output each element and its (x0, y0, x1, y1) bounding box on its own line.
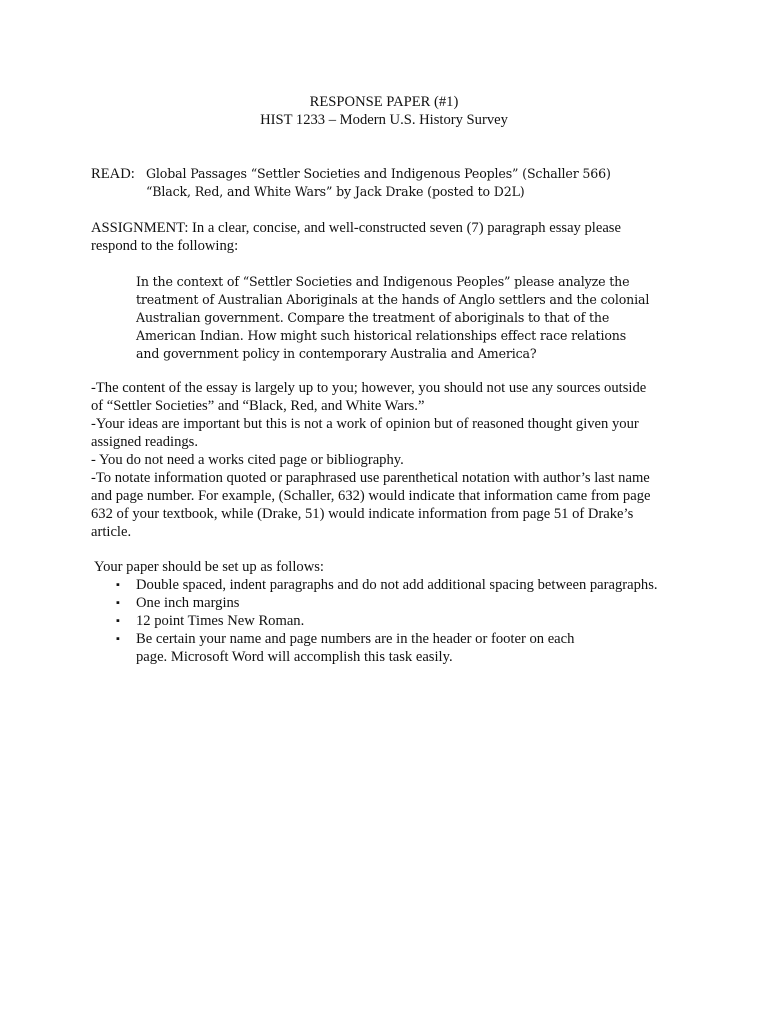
note-line: of “Settler Societies” and “Black, Red, and White Wars.” (91, 398, 425, 414)
prompt-line: American Indian. How might such historical relationships effect race relations (136, 328, 627, 343)
note-line: - You do not need a works cited page or bibliography. (91, 452, 404, 468)
assignment-line-2: respond to the following: (91, 238, 239, 254)
prompt-line: In the context of “Settler Societies and Indigenous Peoples” please analyze the (136, 274, 630, 289)
read-label: READ: (91, 166, 135, 182)
prompt-line: treatment of Australian Aboriginals at the hands of Anglo settlers and the colonial (136, 292, 650, 307)
reading-item-1: Global Passages “Settler Societies and Indigenous Peoples” (Schaller 566) (146, 166, 611, 181)
bullet-icon: ▪ (116, 579, 120, 591)
assignment-line-1: ASSIGNMENT: In a clear, concise, and well-constructed seven (7) paragraph essay please (91, 220, 621, 236)
format-intro: Your paper should be set up as follows: (94, 559, 324, 575)
note-line: and page number. For example, (Schaller, 632) would indicate that information came from page (91, 488, 651, 504)
format-item: Be certain your name and page numbers are in the header or footer on each (136, 631, 575, 647)
bullet-icon: ▪ (116, 633, 120, 645)
format-item-continuation: page. Microsoft Word will accomplish this task easily. (136, 649, 453, 665)
course-title: HIST 1233 – Modern U.S. History Survey (260, 112, 508, 128)
note-line: -The content of the essay is largely up to you; however, you should not use any sources outside (91, 380, 647, 396)
note-line: assigned readings. (91, 434, 198, 450)
bullet-icon: ▪ (116, 597, 120, 609)
bullet-icon: ▪ (116, 615, 120, 627)
note-line: -Your ideas are important but this is not a work of opinion but of reasoned thought given your (91, 416, 639, 432)
document-title: RESPONSE PAPER (#1) (309, 94, 459, 110)
format-item: One inch margins (136, 595, 240, 611)
format-item: 12 point Times New Roman. (136, 613, 305, 629)
note-line: 632 of your textbook, while (Drake, 51) would indicate information from page 51 of Drake’s (91, 506, 634, 522)
note-line: -To notate information quoted or paraphrased use parenthetical notation with author’s last name (91, 470, 650, 486)
prompt-line: and government policy in contemporary Australia and America? (136, 346, 537, 361)
prompt-line: Australian government. Compare the treatment of aboriginals to that of the (136, 310, 610, 325)
reading-item-2: “Black, Red, and White Wars” by Jack Drake (posted to D2L) (146, 184, 525, 199)
format-item: Double spaced, indent paragraphs and do not add additional spacing between paragraphs. (136, 577, 658, 593)
note-line: article. (91, 524, 132, 540)
